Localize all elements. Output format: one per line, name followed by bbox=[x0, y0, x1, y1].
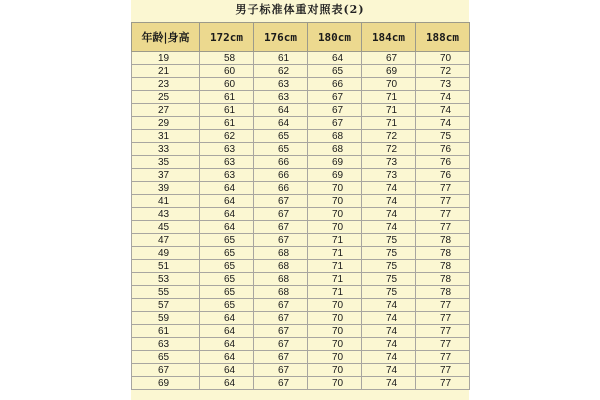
weight-cell: 60 bbox=[200, 65, 254, 78]
age-cell: 39 bbox=[132, 182, 200, 195]
weight-cell: 64 bbox=[200, 312, 254, 325]
table-row bbox=[132, 299, 470, 312]
weight-cell: 75 bbox=[362, 286, 416, 299]
table-row bbox=[132, 78, 470, 91]
header-age-height: 年龄|身高 bbox=[132, 23, 200, 52]
age-cell: 25 bbox=[132, 91, 200, 104]
age-cell: 67 bbox=[132, 364, 200, 377]
weight-cell: 75 bbox=[362, 247, 416, 260]
weight-cell: 66 bbox=[254, 182, 308, 195]
weight-cell: 71 bbox=[362, 104, 416, 117]
weight-cell: 64 bbox=[200, 208, 254, 221]
weight-cell: 74 bbox=[362, 182, 416, 195]
weight-cell: 61 bbox=[200, 91, 254, 104]
header-180cm: 180cm bbox=[308, 23, 362, 52]
weight-cell: 74 bbox=[362, 208, 416, 221]
weight-cell: 67 bbox=[254, 338, 308, 351]
weight-cell: 75 bbox=[416, 130, 470, 143]
age-cell: 21 bbox=[132, 65, 200, 78]
weight-cell: 69 bbox=[362, 65, 416, 78]
weight-cell: 67 bbox=[254, 312, 308, 325]
weight-cell: 78 bbox=[416, 260, 470, 273]
weight-cell: 61 bbox=[200, 104, 254, 117]
weight-cell: 77 bbox=[416, 364, 470, 377]
table-row bbox=[132, 247, 470, 260]
age-cell: 59 bbox=[132, 312, 200, 325]
weight-cell: 74 bbox=[362, 195, 416, 208]
table-body bbox=[132, 52, 470, 390]
weight-cell: 77 bbox=[416, 195, 470, 208]
age-cell: 45 bbox=[132, 221, 200, 234]
weight-cell: 76 bbox=[416, 169, 470, 182]
weight-cell: 70 bbox=[308, 208, 362, 221]
weight-cell: 68 bbox=[254, 260, 308, 273]
weight-cell: 74 bbox=[362, 325, 416, 338]
weight-cell: 74 bbox=[362, 338, 416, 351]
weight-cell: 72 bbox=[362, 130, 416, 143]
weight-cell: 67 bbox=[308, 91, 362, 104]
weight-cell: 70 bbox=[308, 351, 362, 364]
weight-cell: 62 bbox=[254, 65, 308, 78]
table-row bbox=[132, 325, 470, 338]
weight-cell: 67 bbox=[308, 117, 362, 130]
weight-cell: 68 bbox=[254, 247, 308, 260]
table-row bbox=[132, 156, 470, 169]
age-cell: 37 bbox=[132, 169, 200, 182]
weight-cell: 65 bbox=[200, 286, 254, 299]
weight-cell: 77 bbox=[416, 182, 470, 195]
weight-cell: 75 bbox=[362, 234, 416, 247]
weight-cell: 77 bbox=[416, 312, 470, 325]
header-188cm: 188cm bbox=[416, 23, 470, 52]
weight-cell: 74 bbox=[362, 299, 416, 312]
table-row bbox=[132, 234, 470, 247]
weight-cell: 71 bbox=[308, 260, 362, 273]
weight-cell: 74 bbox=[416, 117, 470, 130]
table-row bbox=[132, 143, 470, 156]
age-cell: 61 bbox=[132, 325, 200, 338]
weight-cell: 78 bbox=[416, 247, 470, 260]
weight-cell: 67 bbox=[254, 299, 308, 312]
weight-cell: 77 bbox=[416, 325, 470, 338]
weight-cell: 68 bbox=[254, 286, 308, 299]
weight-cell: 70 bbox=[308, 182, 362, 195]
weight-cell: 74 bbox=[362, 364, 416, 377]
weight-cell: 65 bbox=[254, 143, 308, 156]
weight-cell: 74 bbox=[416, 104, 470, 117]
weight-cell: 64 bbox=[308, 52, 362, 65]
weight-cell: 67 bbox=[254, 377, 308, 390]
table-title: 男子标准体重对照表(2) bbox=[235, 3, 365, 16]
age-cell: 29 bbox=[132, 117, 200, 130]
weight-cell: 78 bbox=[416, 286, 470, 299]
weight-cell: 66 bbox=[254, 169, 308, 182]
weight-cell: 77 bbox=[416, 221, 470, 234]
weight-cell: 67 bbox=[254, 208, 308, 221]
weight-cell: 64 bbox=[200, 325, 254, 338]
weight-cell: 78 bbox=[416, 234, 470, 247]
weight-cell: 67 bbox=[254, 234, 308, 247]
table-row bbox=[132, 273, 470, 286]
weight-cell: 63 bbox=[254, 78, 308, 91]
weight-cell: 61 bbox=[200, 117, 254, 130]
weight-cell: 65 bbox=[200, 273, 254, 286]
age-cell: 55 bbox=[132, 286, 200, 299]
header-176cm: 176cm bbox=[254, 23, 308, 52]
weight-cell: 61 bbox=[254, 52, 308, 65]
weight-cell: 76 bbox=[416, 143, 470, 156]
table-row bbox=[132, 117, 470, 130]
table-row bbox=[132, 182, 470, 195]
table-row bbox=[132, 130, 470, 143]
weight-cell: 67 bbox=[254, 221, 308, 234]
weight-cell: 74 bbox=[416, 91, 470, 104]
weight-cell: 73 bbox=[362, 169, 416, 182]
weight-cell: 65 bbox=[200, 234, 254, 247]
weight-cell: 70 bbox=[308, 299, 362, 312]
weight-cell: 75 bbox=[362, 260, 416, 273]
weight-cell: 71 bbox=[308, 234, 362, 247]
weight-cell: 77 bbox=[416, 299, 470, 312]
table-row bbox=[132, 377, 470, 390]
weight-cell: 66 bbox=[308, 78, 362, 91]
weight-cell: 68 bbox=[308, 143, 362, 156]
weight-cell: 69 bbox=[308, 169, 362, 182]
weight-cell: 73 bbox=[416, 78, 470, 91]
weight-cell: 74 bbox=[362, 221, 416, 234]
weight-cell: 70 bbox=[308, 325, 362, 338]
weight-cell: 64 bbox=[200, 377, 254, 390]
weight-cell: 70 bbox=[308, 195, 362, 208]
weight-cell: 72 bbox=[416, 65, 470, 78]
weight-cell: 77 bbox=[416, 377, 470, 390]
weight-cell: 60 bbox=[200, 78, 254, 91]
weight-cell: 63 bbox=[200, 169, 254, 182]
weight-cell: 67 bbox=[254, 325, 308, 338]
weight-cell: 70 bbox=[308, 364, 362, 377]
weight-cell: 64 bbox=[200, 338, 254, 351]
weight-cell: 74 bbox=[362, 312, 416, 325]
age-cell: 47 bbox=[132, 234, 200, 247]
table-row bbox=[132, 169, 470, 182]
weight-cell: 64 bbox=[200, 221, 254, 234]
weight-cell: 64 bbox=[200, 182, 254, 195]
age-cell: 49 bbox=[132, 247, 200, 260]
header-172cm: 172cm bbox=[200, 23, 254, 52]
weight-cell: 67 bbox=[308, 104, 362, 117]
weight-cell: 68 bbox=[308, 130, 362, 143]
weight-cell: 77 bbox=[416, 351, 470, 364]
weight-cell: 66 bbox=[254, 156, 308, 169]
weight-cell: 63 bbox=[200, 143, 254, 156]
weight-cell: 65 bbox=[200, 299, 254, 312]
weight-cell: 64 bbox=[254, 117, 308, 130]
weight-cell: 67 bbox=[254, 195, 308, 208]
table-row bbox=[132, 104, 470, 117]
weight-cell: 77 bbox=[416, 338, 470, 351]
table-row bbox=[132, 91, 470, 104]
weight-cell: 63 bbox=[200, 156, 254, 169]
header-184cm: 184cm bbox=[362, 23, 416, 52]
table-row bbox=[132, 351, 470, 364]
table-row bbox=[132, 338, 470, 351]
age-cell: 41 bbox=[132, 195, 200, 208]
age-cell: 57 bbox=[132, 299, 200, 312]
weight-chart-sheet bbox=[131, 0, 469, 400]
age-cell: 65 bbox=[132, 351, 200, 364]
weight-cell: 70 bbox=[416, 52, 470, 65]
weight-cell: 68 bbox=[254, 273, 308, 286]
table-row bbox=[132, 65, 470, 78]
age-cell: 23 bbox=[132, 78, 200, 91]
weight-cell: 64 bbox=[200, 364, 254, 377]
weight-cell: 65 bbox=[200, 247, 254, 260]
age-cell: 53 bbox=[132, 273, 200, 286]
weight-cell: 67 bbox=[254, 351, 308, 364]
weight-cell: 65 bbox=[200, 260, 254, 273]
weight-cell: 70 bbox=[308, 221, 362, 234]
weight-cell: 71 bbox=[362, 117, 416, 130]
weight-cell: 64 bbox=[254, 104, 308, 117]
weight-cell: 64 bbox=[200, 351, 254, 364]
weight-cell: 77 bbox=[416, 208, 470, 221]
age-cell: 31 bbox=[132, 130, 200, 143]
table-row bbox=[132, 312, 470, 325]
weight-cell: 69 bbox=[308, 156, 362, 169]
weight-cell: 74 bbox=[362, 377, 416, 390]
weight-cell: 70 bbox=[308, 338, 362, 351]
age-cell: 63 bbox=[132, 338, 200, 351]
weight-cell: 67 bbox=[254, 364, 308, 377]
weight-cell: 62 bbox=[200, 130, 254, 143]
table-row bbox=[132, 52, 470, 65]
weight-cell: 75 bbox=[362, 273, 416, 286]
table-row bbox=[132, 221, 470, 234]
age-cell: 33 bbox=[132, 143, 200, 156]
table-row bbox=[132, 208, 470, 221]
weight-cell: 70 bbox=[308, 312, 362, 325]
weight-cell: 65 bbox=[254, 130, 308, 143]
age-cell: 19 bbox=[132, 52, 200, 65]
weight-cell: 67 bbox=[362, 52, 416, 65]
age-cell: 43 bbox=[132, 208, 200, 221]
table-row bbox=[132, 286, 470, 299]
weight-table bbox=[131, 22, 470, 390]
weight-cell: 78 bbox=[416, 273, 470, 286]
weight-cell: 58 bbox=[200, 52, 254, 65]
weight-cell: 76 bbox=[416, 156, 470, 169]
age-cell: 27 bbox=[132, 104, 200, 117]
table-row bbox=[132, 195, 470, 208]
weight-cell: 71 bbox=[308, 273, 362, 286]
weight-cell: 74 bbox=[362, 351, 416, 364]
weight-cell: 71 bbox=[308, 247, 362, 260]
table-row bbox=[132, 260, 470, 273]
weight-cell: 72 bbox=[362, 143, 416, 156]
table-row bbox=[132, 364, 470, 377]
weight-cell: 63 bbox=[254, 91, 308, 104]
weight-cell: 64 bbox=[200, 195, 254, 208]
weight-cell: 70 bbox=[308, 377, 362, 390]
age-cell: 51 bbox=[132, 260, 200, 273]
weight-cell: 71 bbox=[308, 286, 362, 299]
weight-cell: 73 bbox=[362, 156, 416, 169]
age-cell: 35 bbox=[132, 156, 200, 169]
header-row bbox=[132, 23, 470, 52]
weight-cell: 70 bbox=[362, 78, 416, 91]
age-cell: 69 bbox=[132, 377, 200, 390]
weight-cell: 65 bbox=[308, 65, 362, 78]
weight-cell: 71 bbox=[362, 91, 416, 104]
